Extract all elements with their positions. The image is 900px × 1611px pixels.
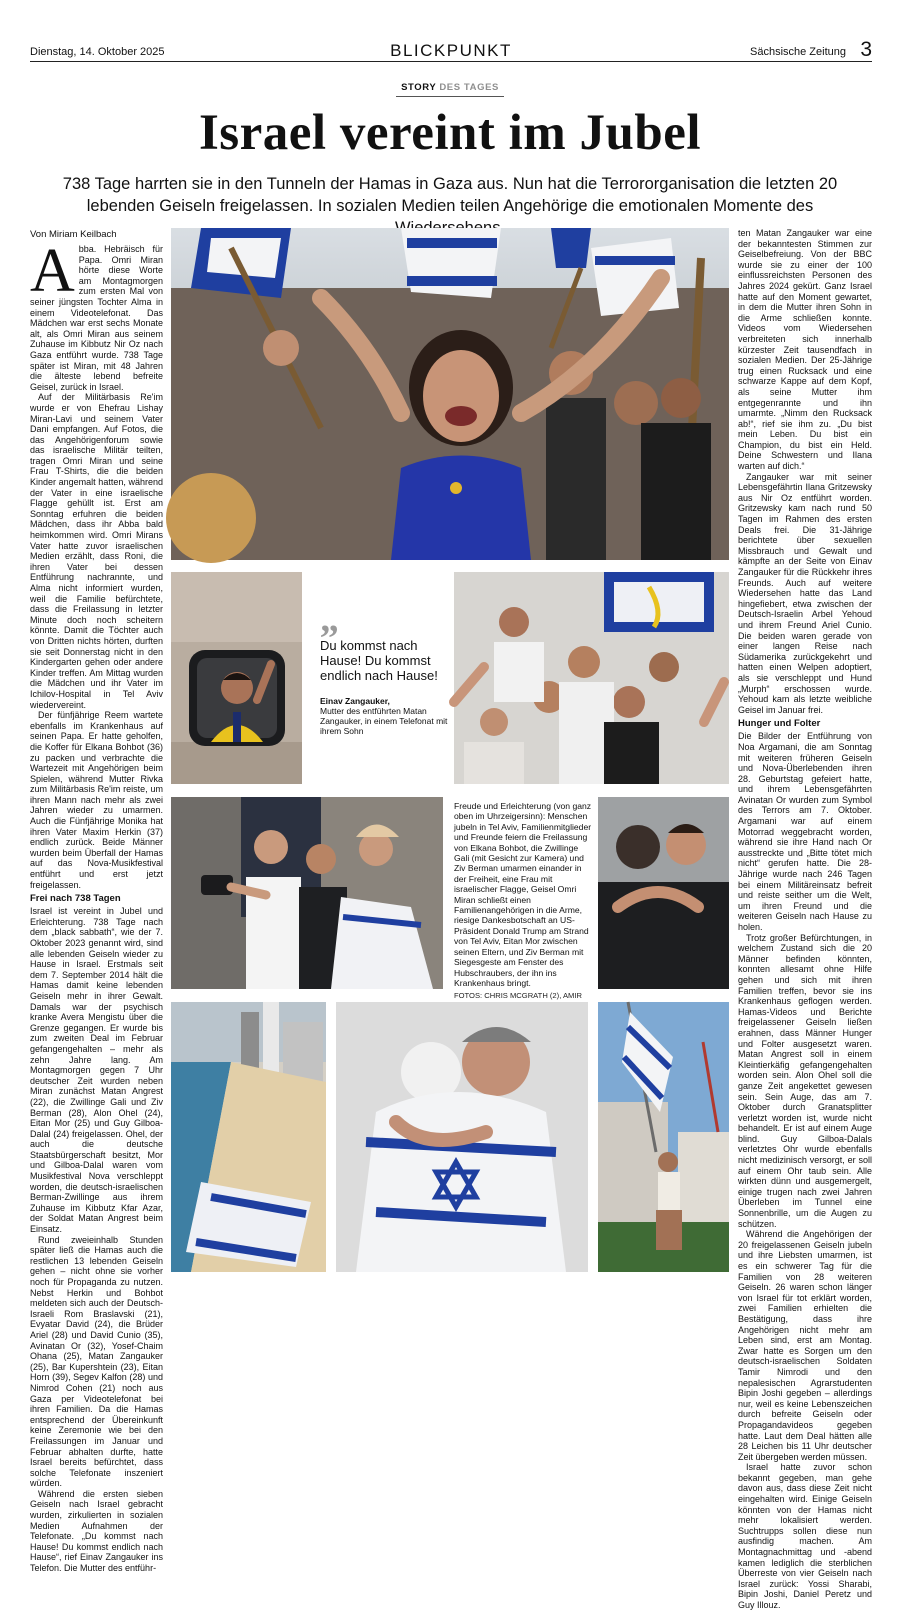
- byline: Von Miriam Keilbach: [30, 229, 117, 240]
- section-title: BLICKPUNKT: [390, 41, 512, 60]
- paragraph: Während die ersten sieben Geiseln nach Israel gebracht wurden, zirkulierten in sozialen Medien Aufnahmen der Telefonate. „Du kommst nach Hause! Du kommst endlich nach Hause“, rief Einav Zangauker ins Telefon. Die Mutter des entführ-: [30, 1488, 163, 1574]
- kicker-des-tages: DES TAGES: [439, 82, 499, 93]
- paragraph: Die Bilder der Entführung von Noa Argamani, die am Sonntag mit weiteren früheren Geiseln und Nova-Überlebenden ihren 28. Geburtstag gefeiert hatte, und ihrem Lebensgefährten Avinatan Or wurden zum Symbol des Terrors am 7. Oktober. Argamani war auf einem Motorrad weggebracht worden, während sie ihre Hand nach Or ausstreckte und „Bitte tötet mich nicht“ gerufen hatte. Die 28-Jährige wurde nach 246 Tagen bei einem Militäreinsatz befreit und reiste seither um die Welt, um ihren Freund und die weiteren Geiseln nach Hause zu holen.: [738, 731, 872, 932]
- paragraph: Rund zweieinhalb Stunden später ließ die Hamas auch die restlichen 13 lebenden Geiseln gehen – nicht ohne sie vorher noch für Propaganda zu nutzen. Nebst Herkin und Bohbot meldeten sich auch der Deutsch-Israeli Rom Braslavski (21), Evyatar David (24), die Brüder Ariel (28) und David Cunio (35), Avinatan Or (32), Yosef-Chaim Ohana (25), Matan Zangauker (25), Bar Kupershtein (23), Eitan Horn (39), Segev Kalfon (28) und Nimrod Cohen (21) noch aus Gaza per Videotelefonat bei ihren Familien. Da die Hamas entsprechend der Übereinkunft keine Zeremonie wie bei den Freilassungen im Januar und Februar abhalten durfte, hatte Israel bereits befürchtet, dass solche Telefonate inszeniert würden.: [30, 1234, 163, 1489]
- newspaper-name: Sächsische Zeitung: [750, 46, 846, 58]
- quote-speaker-role: Mutter des entführten Matan Zangauker, in einem Telefonat mit ihrem Sohn: [320, 706, 448, 736]
- article-column-4: [738, 228, 872, 1610]
- headline: Israel vereint im Jubel: [198, 105, 702, 161]
- photo-father-embrace: [336, 1002, 588, 1272]
- paragraph: Auf der Militärbasis Re'im wurde er von Ehefrau Lishay Miran-Lavi und seinem Vater Dani empfangen. Auf Fotos, die das Angehörigenforum sowie das israelische Militär teilten, tragen Omri Miran und seine Frau T-Shirts, die die beiden Kinder angemalt hatten, während der Vater in eine israelische Flagge gehüllt ist. Erst am Sonntag erfuhren die beiden Mädchen, dass ihr Abba bald heimkommen wird. Omri Mirans Vater hatte zuvor israelischen Medien erzählt, dass Roni, die ihren Vater bei dessen Entführung nachrannte, und Alma nicht informiert wurden, weil die Familie befürchtete, dass die Freilassung in letzter Minute doch noch scheitern könnte. Damit die Töchter auch von Dritten nichts hörten, durften sie seit Donnerstag nicht in den Kindergarten gehen oder andere Kinder treffen. Am Mittag wurden die Mädchen und ihr Vater im Ichilov-Hospital in Tel Aviv wiedervereint.: [30, 392, 163, 710]
- lead-paragraph: 738 Tage harrten sie in den Tunneln der Hamas in Gaza aus. Nun hat die Terrororganisation die letzten 20 lebenden Geiseln freigelassen. In sozialen Medien teilen Angehörige die emotionalen Momente des: [62, 175, 838, 215]
- photo-group-celebration: [454, 572, 729, 784]
- photo-family-selfie: [171, 797, 443, 989]
- quote-line: Du kommst endlich nach Hause!: [320, 653, 438, 683]
- paragraph: Israel hatte zuvor schon bekannt gegeben, man gehe davon aus, dass diese Zeit nicht eingehalten wird. Einige Geiseln könnten von der Hamas nicht mehr lokalisiert werden. Suchtrupps sollen diese nun ausfindig machen. Am Montagnachmittag und -abend kamen lediglich die sterblichen Überreste von vier Geiseln nach Israel zurück: Yossi Sharabi, Bipin Joshi, Daniel Peretz und Guy Illouz.: [738, 1462, 872, 1610]
- quote-line: Du kommst nach Hause!: [320, 638, 418, 668]
- page-number: 3: [860, 38, 872, 61]
- photo-credits: FOTOS: CHRIS MCGRATH (2), AMIR: [454, 991, 582, 1001]
- quote-speaker: Einav Zangauker,: [320, 696, 390, 706]
- pull-quote: [320, 598, 450, 736]
- subheading: Hunger und Folter: [738, 718, 821, 730]
- first-paragraph: [30, 237, 163, 392]
- page-header: [30, 40, 872, 62]
- paragraph: Während die Angehörigen der 20 freigelassenen Geiseln jubeln und ihre Liebsten umarmen, ist es ein schwerer Tag für die Familien von 28 weiteren Geiseln. 26 waren schon länger von Israel für tot erklärt worden, zwei Familien erhielten die Bestätigung, dass ihre Angehörigen nicht mehr am Leben sind, erst am Montag. Zwar hatte es Sorgen um den deutsch-israelischen Soldaten Tamir Nimrodi und den nepalesischen Agrarstudenten Bipin Joshi gegeben – allerdings nur, weil es keine Lebenszeichen durch befreite Geiseln oder Propagandavideos gegeben hatte. Laut dem Deal hätten alle 28 Leichen bis 11 Uhr deutscher Zeit übergeben werden müssen.: [738, 1229, 872, 1462]
- photo-woman-with-flag: [598, 1002, 729, 1272]
- photo-crowd-celebrating: [171, 228, 729, 560]
- drop-cap: A: [30, 237, 75, 305]
- photo-helicopter-window: [171, 572, 302, 784]
- paragraph: Der fünfjährige Reem wartete ebenfalls im Krankenhaus auf seinen Papa. Er hatte geholfen, die Koffer für Elkana Bohbot (36) zu packen und verbrachte die Wartezeit mit Angehörigen beim Spielen, während Mutter Rivka zum Militärbasis Re'im reiste, um ihren Mann nach mehr als zwei Jahren wieder zu umarmen. Auch die Fünfjährige Monika hat ihren Vater Maxim Herkin (37) endlich zurück. Beide Männer wurden beim Überfall der Hamas auf das Nova-Musikfestival entführt und erst jetzt freigelassen.: [30, 710, 163, 890]
- quote-mark-icon: „: [320, 598, 339, 640]
- kicker-story: STORY: [401, 82, 437, 93]
- photo-beach-message: [171, 1002, 326, 1272]
- photo-twins-embrace: [598, 797, 729, 989]
- quote-text: [320, 638, 450, 683]
- kicker-underline: [396, 96, 504, 97]
- quote-source: [320, 696, 450, 736]
- subheading: Frei nach 738 Tagen: [30, 893, 121, 905]
- paragraph-text: bba. Hebräisch für Papa. Omri Miran hörte diese Worte am Montagmorgen zum ersten Mal von seiner jüngsten Tochter Alma in einem Videotelefonat. Das Mädchen war erst sechs Monate alt, als Omri Miran aus seinem Zuhause im Kibbutz Nir Oz nach Gaza entführt wurde. 738 Tage später ist Miran, mit 48 Jahren die älteste lebend befreite Geisel, zurück in Israel.: [30, 244, 163, 392]
- paragraph: Israel ist vereint in Jubel und Erleichterung. 738 Tage nach dem „black sabbath“, wie der 7. Oktober 2023 genannt wird, sind alle lebenden Geiseln wieder zu Hause in Israel. Erstmals seit dem 7. September 2014 hält die Hamas damit keine lebenden Geiseln mehr in ihrer Gewalt. Damals war der psychisch kranke Avera Mengistu über die Grenze gegangen. Er wurde bis zum zweiten Deal im Februar gefangengehalten – mehr als zehn Jahre lang. Am Montagmorgen gegen 7 Uhr deutscher Zeit wurden neben Miran zunächst Matan Angrest (22), die Zwillinge Gali und Ziv Berman (28), Alon Ohel (24), Eitan Mor (25) und Guy Gilboa-Dalal (24) freigelassen. Ohel, der auch die deutsche Staatsbürgerschaft besitzt, Mor und Gilboa-Dalal waren vom Musikfestival Nova verschleppt worden, die deutsch-israelischen Berman-Zwillinge aus ihrem Zuhause im Kibbutz Kfar Azar, der Soldat Matan Angrest beim Einsatz.: [30, 906, 163, 1235]
- story-kicker: [0, 82, 900, 93]
- article-column-1: [30, 237, 163, 1574]
- paragraph: Zangauker war mit seiner Lebensgefährtin Ilana Gritzewsky aus Nir Oz entführt worden. Gritzewsky kam nach rund 50 Tagen im Rahmen des ersten Deals frei. Die 31-Jährige berichtete über sexuellen Missbrauch und Gewalt und kämpfte an der Seite von Einav Zangauker für die Rückkehr ihres Freunds. Auch auf weitere Wiedersehen hatte das Land hingefiebert, etwa zwischen der Deutsch-Israelin Arbel Yehoud und ihrem Freund Ariel Cunio. Die beiden waren gerade von einer langen Reise nach Südamerika zurückgekehrt und hatten einen Welpen adoptiert, als sie verschleppt und Hund „Murph“ erschossen wurde. Yehoud kam als letzte weibliche Geisel im Januar frei.: [738, 471, 872, 715]
- photo-caption: [454, 801, 592, 1031]
- issue-date: Dienstag, 14. Oktober 2025: [30, 46, 165, 58]
- caption-text: Freude und Erleichterung (von ganz oben im Uhrzeigersinn): Menschen jubeln in Tel Aviv, Familienmitglieder und Freunde feiern die Freilassung von Elkana Bohbot, die Zwillinge Gali (mit Gesicht zur Kamera) und Ziv Berman umarmen einander in der Freiheit, eine Frau mit israelischer Flagge, Geisel Omri Miran schließt einen Familienangehörigen in die Arme, riesige Dankesbotschaft an US-Präsident Donald Trump am Strand von Tel Aviv, Eitan Mor zwischen seinen Eltern, und Ziv Berman mit Siegesgeste am Fenster des Hubschraubers, der ihn ins Krankenhaus bringt.: [454, 801, 592, 988]
- paragraph: ten Matan Zangauker war eine der bekanntesten Stimmen zur Geiselbefreiung. Von der BBC wurde sie zu einer der 100 einflussreichsten Personen des Jahres 2024 gekürt. Ganz Israel hatte auf den Moment gewartet, in dem die Mutter ihren Sohn in die Arme schließen konnte. Videos vom Wiedersehen verbreiteten sich innerhalb kürzester Zeit tausendfach in sozialen Medien. Der 25-Jährige trug einen Rucksack und eine schwarze Kappe auf dem Kopf, als seine Mutter ihm entgegenrannte und ihn umarmte. „Nimm den Rucksack ab!“, rief sie ihm zu. „Du bist mein Leben. Du bist ein Champion, du bist ein Held. Deine Schwestern und Ilana warten auf dich.“: [738, 228, 872, 472]
- paragraph: Trotz großer Befürchtungen, in welchem Zustand sich die 20 Männer befinden könnten, konnten allesamt ohne Hilfe gehen und sich mit ihren Familien treffen, bevor sie ins Krankenhaus geflogen werden. Hamas-Videos und Berichte freigelassener Geiseln ließen erahnen, dass Männer Hunger und Folter ausgesetzt waren. Matan Angrest soll in einem Kleintierkäfig gefangengehalten worden sein. Alon Ohel soll die ganze Zeit angekettet gewesen sein. Sein Auge, das am 7. Oktober durch Granatsplitter verletzt worden ist, wurde nicht behandelt. Er ist auf einem Auge blind. Guy Gilboa-Dalals verletztes Ohr wurde ebenfalls nicht medizinisch versorgt, er soll auf einem Ohr taub sein. Alle wirkten dünn und ausgemergelt, einige trugen nach zwei Jahren Überleben im Tunnel eine Sonnenbrille, um die Augen zu schützen.: [738, 932, 872, 1229]
